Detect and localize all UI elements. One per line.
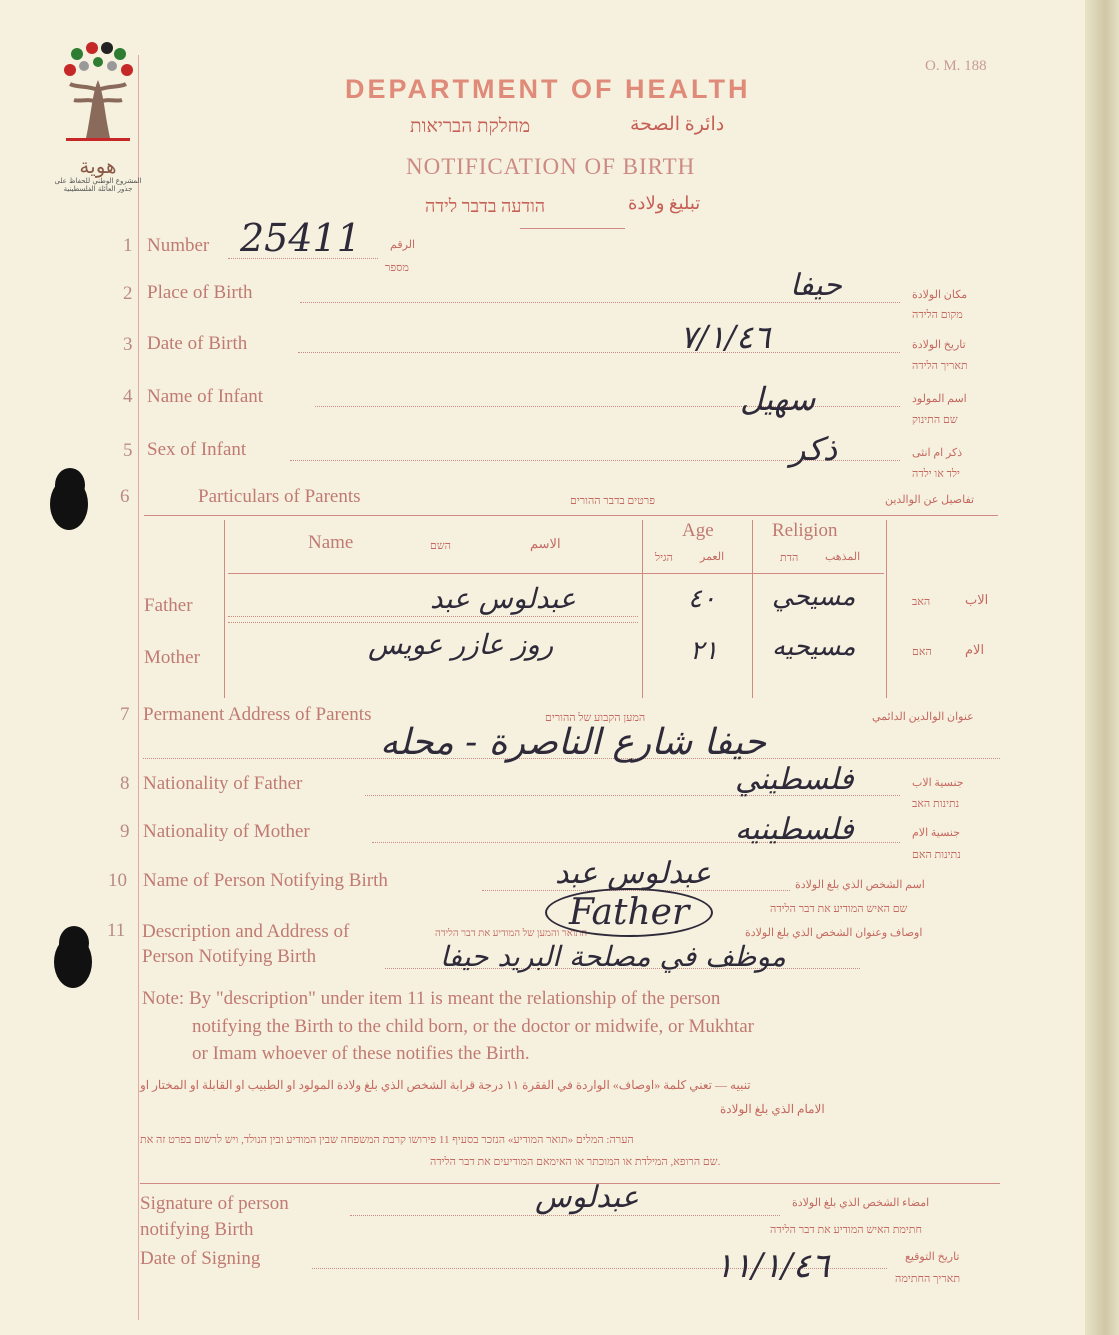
field-label: Permanent Address of Parents bbox=[143, 704, 372, 725]
field-value: حيفا شارع الناصرة - محله bbox=[380, 722, 767, 763]
col-name-arabic: الاسم bbox=[530, 536, 561, 551]
margin-rule bbox=[138, 55, 139, 1320]
department-title: DEPARTMENT OF HEALTH bbox=[345, 74, 751, 104]
field-index: 4 bbox=[123, 386, 133, 407]
field-arabic: جنسية الاب bbox=[912, 777, 964, 789]
note-english-line2: notifying the Birth to the child born, or the doctor or midwife, or Mukhtar bbox=[192, 1016, 754, 1037]
signing-date-arabic: تاريخ التوقيع bbox=[905, 1251, 960, 1263]
field-hebrew: התואר והמען של המודיע את דבר הלידה bbox=[435, 928, 588, 939]
field-index: 3 bbox=[123, 334, 133, 355]
field-arabic: جنسية الام bbox=[912, 827, 961, 839]
table-left-rule bbox=[224, 520, 225, 698]
note-arabic-line1: تنبيه — تعني كلمة «اوصاف» الواردة في الفقرة ١١ درجة قرابة الشخص الذي بلغ ولادة المولود او الطبيب او القابلة او المختار او bbox=[140, 1078, 751, 1092]
field-label: Nationality of Mother bbox=[143, 821, 310, 842]
table-right-rule bbox=[886, 520, 887, 698]
parents-hebrew: פרטים בדבר ההורים bbox=[570, 495, 655, 507]
logo bbox=[52, 40, 144, 193]
department-hebrew: מחלקת הבריאות bbox=[410, 116, 531, 137]
mother-arabic: الام bbox=[965, 642, 985, 657]
logo-title: هوية bbox=[79, 154, 117, 178]
field-line bbox=[298, 352, 900, 353]
field-index: 7 bbox=[120, 704, 130, 725]
mother-label: Mother bbox=[144, 647, 200, 668]
field-label: Nationality of Father bbox=[143, 773, 303, 794]
field-value: ذكر bbox=[790, 430, 838, 468]
field-number-hebrew: מספר bbox=[385, 262, 409, 274]
logo-subtitle-1: المشروع الوطني للحفاظ على bbox=[54, 177, 142, 185]
field-hebrew: שם התינוק bbox=[912, 414, 958, 426]
field-index: 8 bbox=[120, 773, 130, 794]
parents-index: 6 bbox=[120, 486, 130, 507]
field-value: فلسطيني bbox=[735, 762, 854, 797]
field-hebrew: תאריך הלידה bbox=[912, 360, 968, 372]
signing-date-label: Date of Signing bbox=[140, 1248, 261, 1269]
father-religion: مسيحي bbox=[772, 582, 856, 612]
title-hebrew: הודעה בדבר לידה bbox=[425, 196, 546, 216]
col-religion-arabic: المذهب bbox=[825, 551, 861, 563]
field-value-arabic: موظف في مصلحة البريد حيفا bbox=[440, 940, 786, 973]
col-name-header: Name bbox=[308, 532, 354, 553]
table-top-rule bbox=[144, 515, 998, 516]
field-label-line2: Person Notifying Birth bbox=[142, 946, 317, 967]
signature-hebrew: חתימת האיש המודיע את דבר הלידה bbox=[770, 1224, 923, 1236]
field-arabic: اسم المولود bbox=[912, 393, 967, 405]
title-arabic: تبليغ ولادة bbox=[628, 193, 701, 213]
field-arabic: تاريخ الولادة bbox=[912, 339, 966, 351]
note-hebrew-line1: הערה: המלים «תואר המודיע» הנזכר בסעיף 11 פירושו קרבת המשפחה שבין המודיע ובין הנולד, ויש לרשום בפרט זה את bbox=[140, 1134, 634, 1146]
tree-logo-icon bbox=[52, 40, 144, 150]
table-header-rule bbox=[228, 573, 884, 574]
field-value: فلسطينيه bbox=[735, 812, 854, 847]
field-index: 9 bbox=[120, 821, 130, 842]
parents-arabic: تفاصيل عن الوالدين bbox=[885, 494, 975, 506]
mother-hebrew: האם bbox=[912, 646, 932, 658]
punch-hole-bottom bbox=[54, 936, 92, 988]
col-age-header: Age bbox=[682, 520, 714, 541]
logo-subtitle-2: جذور العائلة الفلسطينية bbox=[63, 185, 133, 193]
field-label: Name of Person Notifying Birth bbox=[143, 870, 388, 891]
note-arabic-line2: الامام الذي بلغ الولادة bbox=[720, 1102, 825, 1116]
father-label: Father bbox=[144, 595, 193, 616]
field-arabic: مكان الولادة bbox=[912, 289, 968, 301]
field-value: ٧/١/٤٦ bbox=[680, 318, 771, 356]
note-hebrew-line2: שם הרופא, המילדת או המוכתר או האימאם המודיעים את דבר הלידה. bbox=[430, 1156, 721, 1168]
field-index: 5 bbox=[123, 440, 133, 461]
signature-label-line2: notifying Birth bbox=[140, 1219, 254, 1240]
field-index: 2 bbox=[123, 283, 133, 304]
field-index: 11 bbox=[107, 920, 126, 941]
signature-label-line1: Signature of person bbox=[140, 1193, 289, 1214]
signature-value: عبدلوس bbox=[535, 1180, 639, 1215]
father-name: عبدلوس عبد bbox=[430, 582, 576, 615]
field-arabic: عنوان الوالدين الدائمي bbox=[872, 711, 974, 723]
mother-religion: مسيحيه bbox=[772, 632, 856, 662]
notification-title: NOTIFICATION OF BIRTH bbox=[406, 154, 696, 179]
field-value: عبدلوس عبد bbox=[555, 856, 712, 891]
note-english-line3: or Imam whoever of these notifies the Birth. bbox=[192, 1043, 530, 1064]
signature-line bbox=[350, 1215, 780, 1216]
field-arabic: ذكر ام انثى bbox=[912, 447, 963, 459]
field-label: Name of Infant bbox=[147, 386, 264, 407]
signing-date-hebrew: תאריך החתימה bbox=[895, 1273, 961, 1285]
paper-edge bbox=[1085, 0, 1119, 1335]
col-religion-header: Religion bbox=[772, 520, 838, 541]
field-value: سهيل bbox=[740, 380, 816, 418]
field-number-label: Number bbox=[147, 235, 210, 256]
note-english-line1: Note: By "description" under item 11 is meant the relationship of the person bbox=[142, 988, 721, 1009]
mother-age: ٢١ bbox=[690, 636, 718, 666]
title-underline bbox=[520, 228, 625, 229]
field-hebrew: מקום הלידה bbox=[912, 309, 963, 321]
father-hebrew: האב bbox=[912, 596, 931, 608]
field-hebrew: המען הקבוע של ההורים bbox=[545, 712, 646, 724]
field-arabic: اوصاف وعنوان الشخص الذي بلغ الولادة bbox=[745, 927, 923, 939]
field-hebrew: נתינות האם bbox=[912, 849, 961, 861]
mother-name-top-line bbox=[228, 622, 638, 623]
field-label: Sex of Infant bbox=[147, 439, 247, 460]
field-index: 10 bbox=[108, 870, 127, 891]
father-name-line bbox=[228, 616, 638, 617]
field-label-line1: Description and Address of bbox=[142, 921, 350, 942]
table-age-religion-rule bbox=[752, 520, 753, 698]
department-arabic: دائرة الصحة bbox=[630, 114, 725, 135]
col-name-hebrew: השם bbox=[430, 540, 451, 552]
punch-hole-top bbox=[50, 478, 88, 530]
field-number-index: 1 bbox=[123, 235, 133, 256]
field-value: حيفا bbox=[790, 268, 842, 303]
signing-date-value: ١١/١/٤٦ bbox=[715, 1246, 830, 1286]
col-age-hebrew: הגיל bbox=[655, 552, 673, 564]
field-number-value: 25411 bbox=[240, 216, 361, 260]
table-name-age-rule bbox=[642, 520, 643, 698]
field-value-english: Father bbox=[545, 888, 713, 937]
father-age: ٤٠ bbox=[688, 584, 716, 614]
field-label: Date of Birth bbox=[147, 333, 248, 354]
father-arabic: الاب bbox=[965, 592, 989, 607]
signature-arabic: امضاء الشخص الذي بلغ الولادة bbox=[792, 1197, 930, 1209]
field-arabic: اسم الشخص الذي بلغ الولادة bbox=[795, 879, 925, 891]
form-code: O. M. 188 bbox=[925, 58, 987, 74]
field-number-arabic: الرقم bbox=[390, 239, 416, 251]
field-hebrew: שם האיש המודיע את דבר הלידה bbox=[770, 903, 908, 915]
mother-name: روز عازر عويس bbox=[368, 628, 554, 661]
col-religion-hebrew: הדת bbox=[780, 552, 799, 564]
parents-label: Particulars of Parents bbox=[198, 486, 361, 507]
field-hebrew: נתינות האב bbox=[912, 798, 960, 810]
field-label: Place of Birth bbox=[147, 282, 253, 303]
col-age-arabic: العمر bbox=[700, 551, 725, 563]
field-hebrew: ילד או ילדה bbox=[912, 468, 960, 480]
